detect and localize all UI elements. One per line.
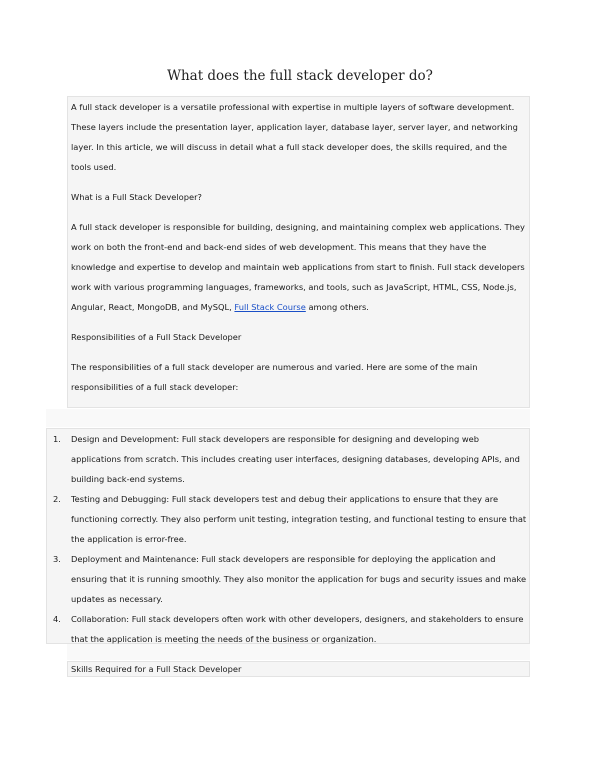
full-stack-course-link[interactable]: Full Stack Course: [234, 302, 306, 312]
what-is-text: A full stack developer is responsible for building, designing, and maintaining complex web applications. They work on both the front-end and back-end sides of web development. This means that they have the knowledge and expertise to develop and maintain web applications from start to finish. Full stack developers work with various programming languages, frameworks, and tools, such as JavaScript, HTML, CSS, Node.js, Angular, React, MongoDB, and MySQL,: [71, 222, 525, 312]
document-title: What does the full stack developer do?: [167, 68, 433, 84]
spacer-band: [67, 644, 530, 660]
main-text-block: [67, 96, 530, 408]
section-heading-skills: Skills Required for a Full Stack Developer: [67, 661, 530, 677]
spacer-band: [46, 409, 530, 427]
responsibilities-intro: The responsibilities of a full stack developer are numerous and varied. Here are some of the main responsibilities of a full stack developer:: [71, 362, 478, 392]
what-is-paragraph: [68, 217, 529, 317]
responsibilities-list: [46, 428, 530, 644]
section-heading-responsibilities: Responsibilities of a Full Stack Developer: [71, 332, 242, 342]
list-item: 3. Deployment and Maintenance: Full stack developers are responsible for deploying the application and ensuring that it is running smoothly. They also monitor the application for bugs and security issues and make updates as necessary.: [53, 554, 527, 604]
what-is-text-end: among others.: [308, 302, 369, 312]
list-item: 1. Design and Development: Full stack developers are responsible for designing and developing web applications from scratch. This includes creating user interfaces, designing databases, developing APIs, and building back-end systems.: [53, 434, 520, 484]
list-item: 2. Testing and Debugging: Full stack developers test and debug their applications to ensure that they are functioning correctly. They also perform unit testing, integration testing, and functional testing to ensure that the application is error-free.: [53, 494, 527, 544]
intro-paragraph: A full stack developer is a versatile professional with expertise in multiple layers of software development. These layers include the presentation layer, application layer, database layer, server layer, and networking layer. In this article, we will discuss in detail what a full stack developer does, the skills required, and the tools used.: [71, 102, 518, 172]
section-heading-what-is: What is a Full Stack Developer?: [71, 192, 202, 202]
list-item: 4. Collaboration: Full stack developers often work with other developers, designers, and stakeholders to ensure that the application is meeting the needs of the business or organization.: [53, 614, 524, 644]
